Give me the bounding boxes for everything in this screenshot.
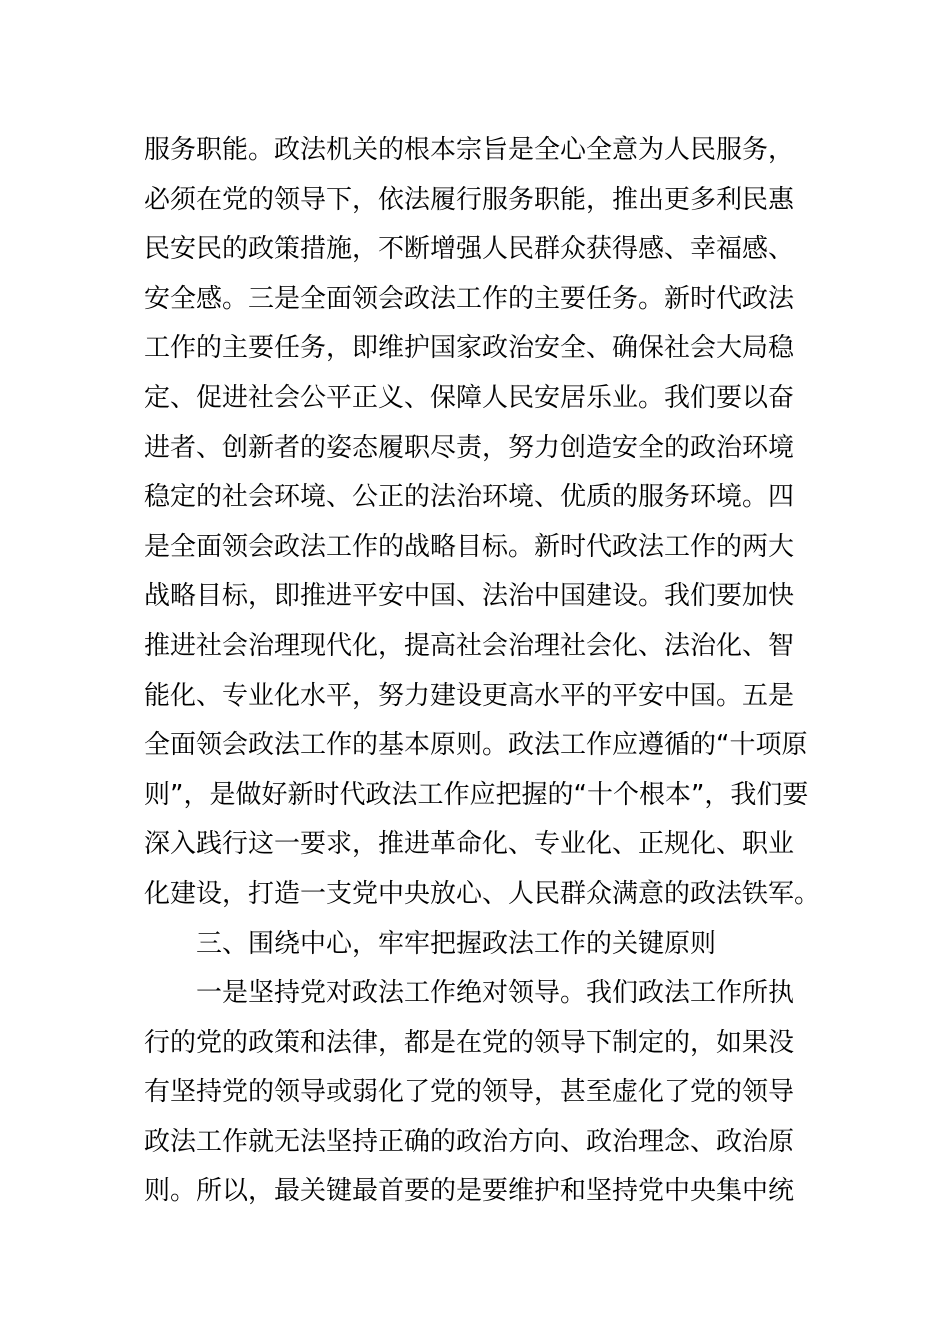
text-line: 政法工作就无法坚持正确的政治方向、政治理念、政治原 [144,1126,795,1157]
text-line: 是全面领会政法工作的战略目标。新时代政法工作的两大 [144,531,795,562]
paragraph-first-line: 一是坚持党对政法工作绝对领导。我们政法工作所执 [196,978,795,1009]
text-line: 推进社会治理现代化，提高社会治理社会化、法治化、智 [144,630,795,661]
body-text [144,126,821,1217]
text-line: 化建设，打造一支党中央放心、人民群众满意的政法铁军。 [144,878,821,909]
text-line: 安全感。三是全面领会政法工作的主要任务。新时代政法 [144,283,795,314]
text-line: 能化、专业化水平，努力建设更高水平的平安中国。五是 [144,680,795,711]
text-line: 进者、创新者的姿态履职尽责，努力创造安全的政治环境 [144,432,795,463]
text-line: 民安民的政策措施，不断增强人民群众获得感、幸福感、 [144,234,795,265]
text-line: 则。所以，最关键最首要的是要维护和坚持党中央集中统 [144,1176,795,1207]
section-heading: 三、围绕中心，牢牢把握政法工作的关键原则 [196,928,717,959]
text-line: 定、促进社会公平正义、保障人民安居乐业。我们要以奋 [144,382,795,413]
text-line: 有坚持党的领导或弱化了党的领导，甚至虚化了党的领导 [144,1077,795,1108]
text-line: 工作的主要任务，即维护国家政治安全、确保社会大局稳 [144,333,795,364]
text-line: 服务职能。政法机关的根本宗旨是全心全意为人民服务， [144,135,795,165]
text-line: 稳定的社会环境、公正的法治环境、优质的服务环境。四 [144,482,795,513]
text-line: 行的党的政策和法律，都是在党的领导下制定的，如果没 [144,1027,795,1058]
text-line: 全面领会政法工作的基本原则。政法工作应遵循的“十项原 [144,730,808,761]
text-line: 深入践行这一要求，推进革命化、专业化、正规化、职业 [144,829,795,860]
text-line: 则”，是做好新时代政法工作应把握的“十个根本”，我们要 [144,779,809,810]
text-line: 必须在党的领导下，依法履行服务职能，推出更多利民惠 [144,184,795,215]
text-line: 战略目标，即推进平安中国、法治中国建设。我们要加快 [144,581,795,612]
